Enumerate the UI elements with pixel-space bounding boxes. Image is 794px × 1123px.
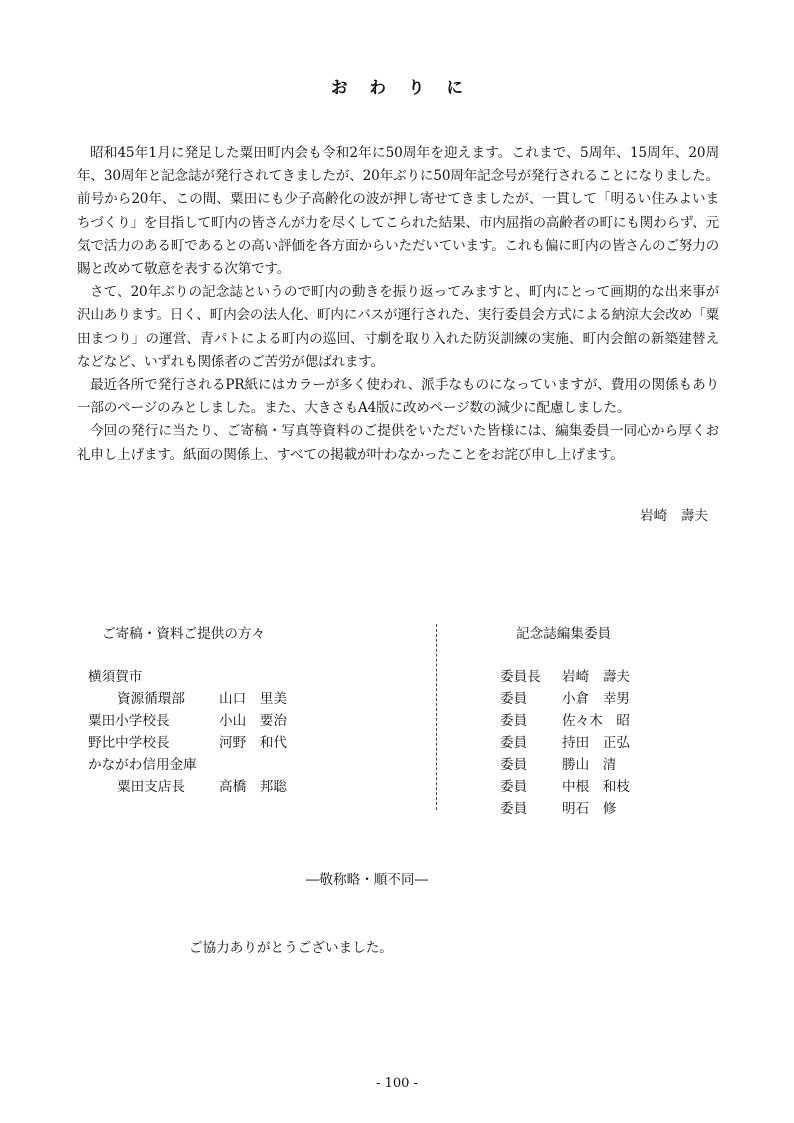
list-item [88, 754, 428, 776]
list-item [88, 710, 428, 732]
committee-role: 委員長 [500, 669, 541, 685]
contributor-name: 河野 和代 [219, 735, 287, 751]
contributor-affiliation: 横須賀市 [88, 669, 143, 685]
thanks-message: ご協力ありがとうございました。 [189, 940, 393, 956]
list-item [88, 732, 428, 754]
paragraph: 昭和45年1月に発足した粟田町内会も令和2年に50周年を迎えます。これまで、5周年、15周年、20周年、30周年と記念誌が発行されてきましたが、20年ぶりに50周年記念号が発行されることになりました。前号から20年、この間、粟田にも少子高齢化の波が押し寄せてきましたが、一貫して「明るい住みよいまちづくり」を目指して町内の皆さんが力を尽くしてこられた結果、市内屈指の高齢者の町にも関わらず、元気で活力のある町であるとの高い評価を各方面からいただいています。これも偏に町内の皆さんのご努力の賜と改めて敬意を表する次第です。 [77, 145, 719, 278]
contributor-affiliation: 粟田支店長 [117, 779, 185, 795]
column-divider [436, 624, 437, 810]
committee-member-name: 岩崎 壽夫 [562, 669, 630, 685]
contributor-name: 高橋 邦聡 [219, 779, 287, 795]
contributor-affiliation: 野比中学校長 [88, 735, 170, 751]
closing-remarks [77, 142, 719, 467]
list-item [500, 754, 740, 776]
list-item [500, 710, 740, 732]
list-item [88, 688, 428, 710]
committee-role: 委員 [500, 735, 528, 751]
committee-list [500, 622, 740, 820]
page-title: おわりに [331, 78, 485, 97]
committee-member-name: 佐々木 昭 [562, 713, 630, 729]
list-item [500, 666, 740, 688]
committee-member-name: 明石 修 [562, 801, 617, 817]
committee-role: 委員 [500, 801, 528, 817]
committee-role: 委員 [500, 691, 528, 707]
paragraph: 今回の発行に当たり、ご寄稿・写真等資料のご提供をいただいた皆様には、編集委員一同心から厚くお礼申し上げます。紙面の関係上、すべての掲載が叶わなかったことをお詫び申し上げます。 [77, 423, 719, 463]
contributor-name: 小山 要治 [219, 713, 287, 729]
page-number: - 100 - [376, 1076, 418, 1091]
committee-member-name: 持田 正弘 [562, 735, 630, 751]
list-item [500, 776, 740, 798]
committee-role: 委員 [500, 757, 528, 773]
contributors-heading: ご寄稿・資料ご提供の方々 [102, 626, 266, 642]
list-item [88, 776, 428, 798]
list-item [500, 732, 740, 754]
list-item [500, 798, 740, 820]
list-item [88, 666, 428, 688]
committee-member-name: 小倉 幸男 [562, 691, 630, 707]
committee-role: 委員 [500, 779, 528, 795]
paragraph: さて、20年ぶりの記念誌というので町内の動きを振り返ってみますと、町内にとって画期的な出来事が沢山あります。日く、町内会の法人化、町内にバスが運行された、実行委員会方式による納涼大会改め「粟田まつり」の運営、青パトによる町内の巡回、寸劇を取り入れた防災訓練の実施、町内会館の新築建替えなどなど、いずれも関係者のご苦労が偲ばれます。 [77, 284, 719, 370]
committee-heading: 記念誌編集委員 [516, 626, 612, 642]
committee-member-name: 中根 和枝 [562, 779, 630, 795]
list-item [500, 688, 740, 710]
contributor-name: 山口 里美 [219, 691, 287, 707]
contributor-affiliation: かながわ信用金庫 [88, 757, 197, 773]
committee-member-name: 勝山 清 [562, 757, 617, 773]
contributor-affiliation: 粟田小学校長 [88, 713, 170, 729]
contributors-list [88, 622, 428, 798]
contributor-affiliation: 資源循環部 [117, 691, 185, 707]
author-signature: 岩崎 壽夫 [640, 508, 708, 524]
paragraph: 最近各所で発行されるPR紙にはカラーが多く使われ、派手なものになっていますが、費用の関係もあり一部のページのみとしました。また、大きさもA4版に改めページ数の減少に配慮しました。 [77, 377, 719, 417]
committee-role: 委員 [500, 713, 528, 729]
honorifics-note: ―敬称略・順不同― [305, 872, 429, 888]
